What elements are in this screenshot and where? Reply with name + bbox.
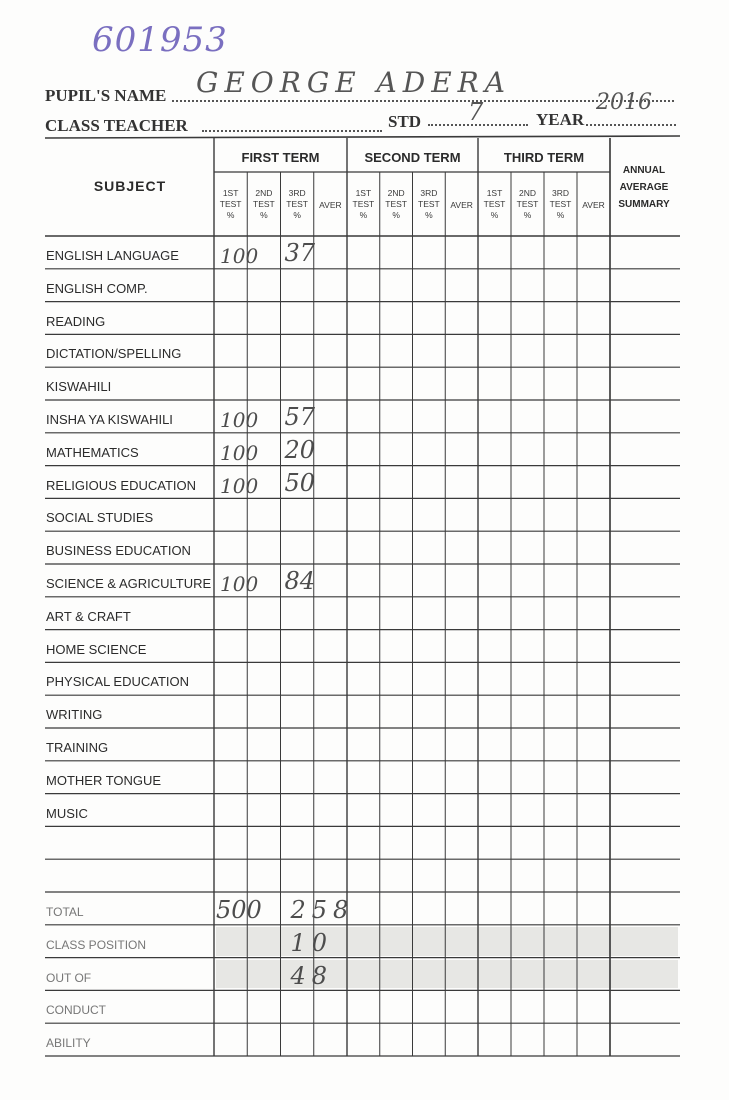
sub-column-header <box>380 188 413 221</box>
serial-number: 601953 <box>92 20 228 60</box>
subject-label: HOME SCIENCE <box>46 641 147 657</box>
subject-label: SCIENCE & AGRICULTURE <box>46 576 212 591</box>
sub-column-header <box>544 188 577 221</box>
sub-column-header <box>413 188 446 221</box>
summary-3rd-test-value: 258 <box>290 896 355 924</box>
subject-label: RELIGIOUS EDUCATION <box>46 477 197 493</box>
sub-column-header-line: TEST <box>418 199 440 209</box>
pupil-name-value: GEORGE ADERA <box>196 66 511 99</box>
sub-column-header-line: TEST <box>286 199 308 209</box>
sub-column-header <box>281 188 314 221</box>
subject-label: ENGLISH COMP. <box>46 280 148 296</box>
summary-label: CONDUCT <box>46 1003 106 1018</box>
annual-header-line: AVERAGE <box>619 182 669 193</box>
sub-column-header-line: AVER <box>450 200 473 210</box>
std-label: STD <box>388 112 422 131</box>
sub-column-header <box>478 188 511 221</box>
subject-label: INSHA YA KISWAHILI <box>46 412 173 427</box>
sub-column-header-line: TEST <box>253 199 275 209</box>
annual-header-line: SUMMARY <box>618 199 670 210</box>
term-header: SECOND TERM <box>364 150 461 165</box>
sub-column-header-line: % <box>425 210 433 220</box>
sub-column-header <box>247 188 280 221</box>
sub-column-header-line: % <box>490 210 499 220</box>
first-term-1st-test-score: 100 <box>220 572 259 596</box>
sub-column-header-line: 3RD <box>288 188 306 198</box>
sub-column-header-line: % <box>359 210 368 220</box>
sub-column-header-line: 3RD <box>551 188 569 198</box>
annual-header-line: ANNUAL <box>622 165 666 176</box>
sub-column-header-line: TEST <box>352 199 375 209</box>
sub-column-header-line: TEST <box>549 199 572 209</box>
year-value: 2016 <box>596 90 652 115</box>
subject-label: TRAINING <box>46 740 109 755</box>
sub-column-header <box>445 200 478 211</box>
std-value: 7 <box>468 98 484 126</box>
sub-column-header-line: 1ST <box>355 188 372 198</box>
subject-label: KISWAHILI <box>46 379 112 395</box>
subject-label: MOTHER TONGUE <box>46 772 162 788</box>
sub-column-header-line: 2ND <box>518 188 536 198</box>
class-teacher-label: CLASS TEACHER <box>45 116 188 135</box>
sub-column-header-line: AVER <box>319 200 342 210</box>
summary-label: CLASS POSITION <box>46 937 147 952</box>
subject-label: WRITING <box>46 707 103 723</box>
sub-column-header-line: TEST <box>516 199 539 209</box>
first-term-3rd-test-score: 57 <box>284 403 316 431</box>
sub-column-header <box>577 200 610 211</box>
sub-column-header <box>347 188 380 221</box>
subject-label: SOCIAL STUDIES <box>46 510 154 526</box>
subject-label: PHYSICAL EDUCATION <box>46 674 190 690</box>
first-term-1st-test-score: 100 <box>220 473 259 498</box>
term-header: FIRST TERM <box>241 150 320 165</box>
sub-column-header-line: 1ST <box>222 188 239 198</box>
subject-label: MATHEMATICS <box>46 444 139 460</box>
sub-column-header-line: 2ND <box>387 188 405 198</box>
subject-label: BUSINESS EDUCATION <box>46 543 191 559</box>
sub-column-header-line: TEST <box>483 199 506 209</box>
sub-column-header <box>511 188 544 221</box>
subject-label: DICTATION/SPELLING <box>46 346 182 362</box>
subject-label: ART & CRAFT <box>46 608 131 624</box>
sub-column-header-line: 3RD <box>420 188 438 198</box>
sub-column-header-line: % <box>556 210 565 220</box>
summary-3rd-test-value: 10 <box>290 928 334 957</box>
summary-label: TOTAL <box>46 905 84 919</box>
sub-column-header-line: % <box>293 210 301 220</box>
sub-column-header-line: % <box>260 210 268 220</box>
summary-label: ABILITY <box>46 1036 91 1051</box>
sub-column-header <box>314 200 347 211</box>
year-label: YEAR <box>536 110 585 129</box>
first-term-1st-test-score: 100 <box>220 440 259 465</box>
subject-label: MUSIC <box>46 805 88 821</box>
first-term-3rd-test-score: 50 <box>284 468 316 497</box>
first-term-1st-test-score: 100 <box>220 244 259 268</box>
summary-label: OUT OF <box>46 970 92 985</box>
subject-label: ENGLISH LANGUAGE <box>46 248 179 263</box>
sub-column-header-line: % <box>226 210 235 220</box>
sub-column-header-line: % <box>523 210 532 220</box>
subject-label: READING <box>46 313 106 329</box>
sub-column-header-line: TEST <box>219 199 242 209</box>
sub-column-header <box>214 188 247 221</box>
annual-average-summary-header <box>612 162 676 213</box>
first-term-3rd-test-score: 37 <box>284 239 316 267</box>
first-term-1st-test-score: 100 <box>220 408 259 432</box>
sub-column-header-line: TEST <box>385 199 407 209</box>
sub-column-header-line: 2ND <box>255 188 273 198</box>
subject-column-header: SUBJECT <box>93 178 167 194</box>
sub-column-header-line: AVER <box>582 200 605 210</box>
sub-column-header-line: % <box>392 210 400 220</box>
summary-1st-test-value: 500 <box>216 896 262 924</box>
header-top-rule <box>45 136 680 138</box>
first-term-3rd-test-score: 84 <box>284 567 316 595</box>
pupil-name-label: PUPIL'S NAME <box>45 86 167 105</box>
first-term-3rd-test-score: 20 <box>284 435 316 464</box>
term-header: THIRD TERM <box>503 150 585 165</box>
summary-3rd-test-value: 48 <box>290 961 334 990</box>
sub-column-header-line: 1ST <box>486 188 503 198</box>
